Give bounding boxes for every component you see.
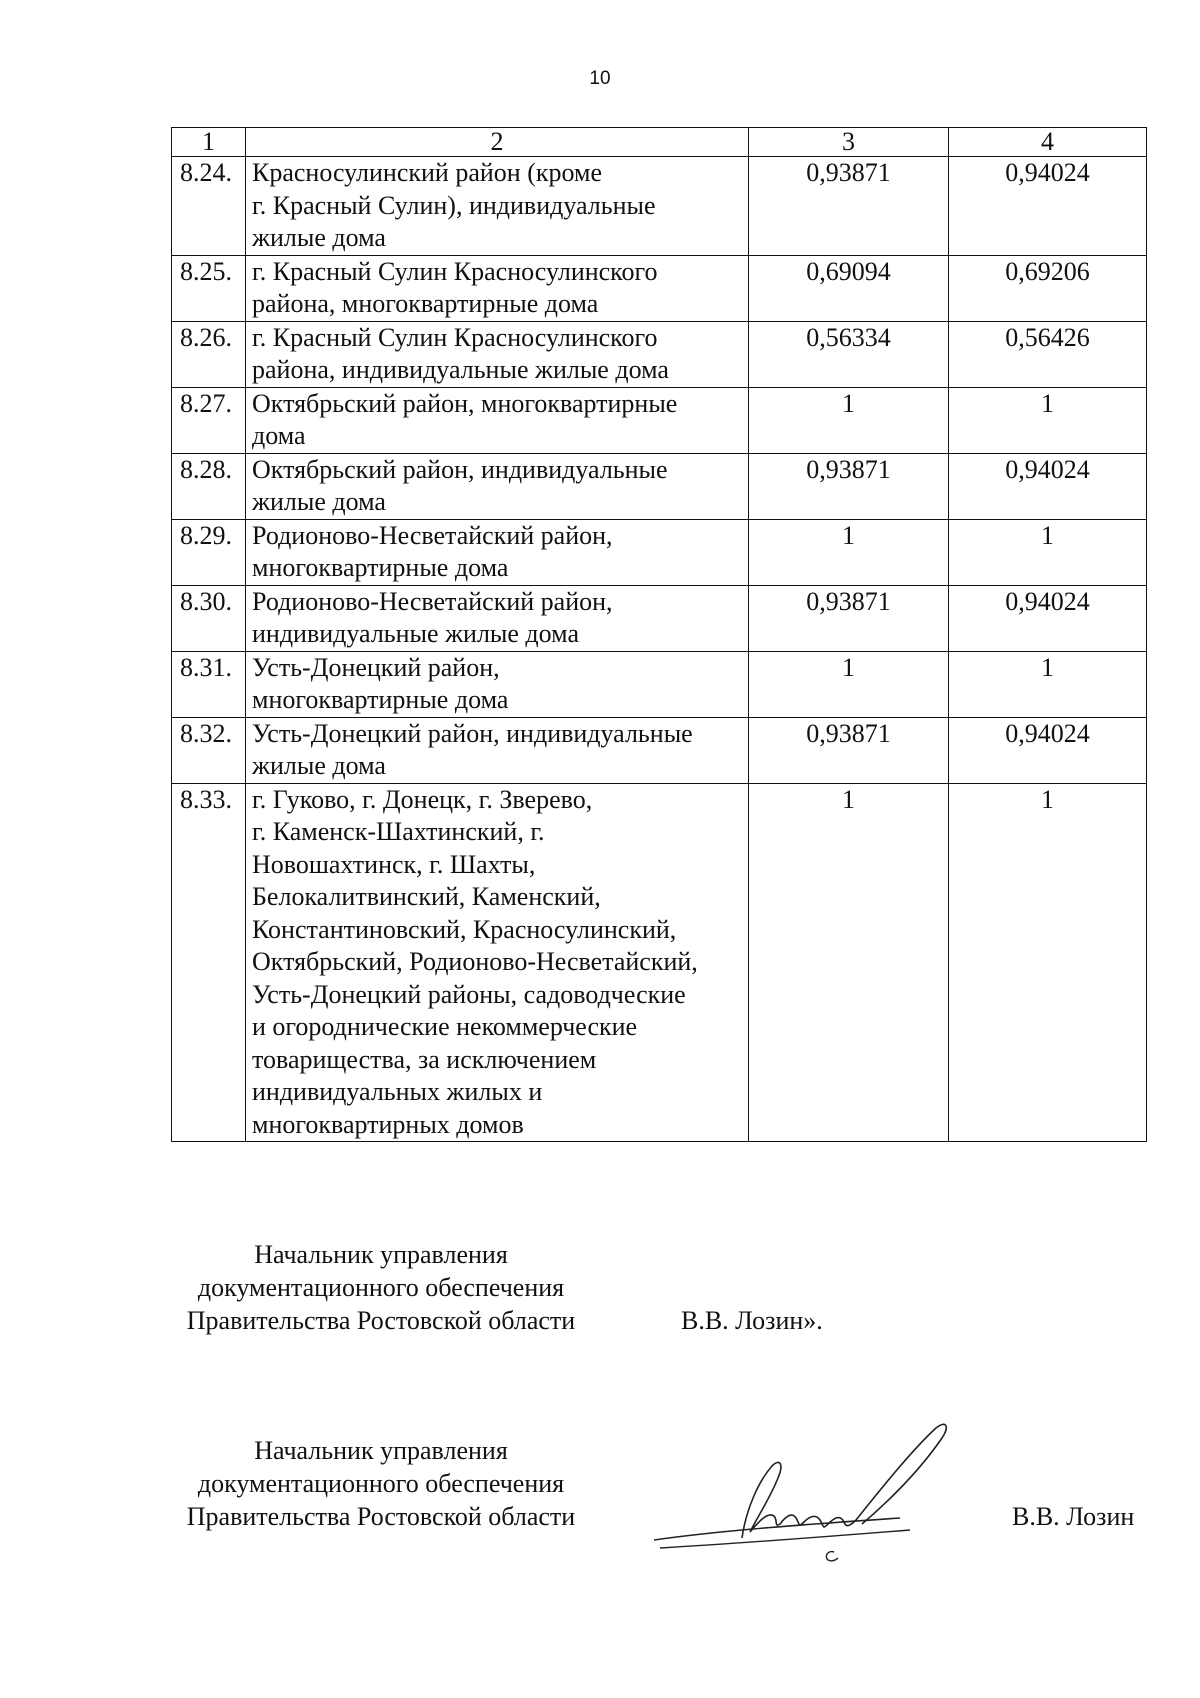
- coefficient-col3: 0,93871: [749, 453, 949, 519]
- row-number: 8.28.: [172, 453, 246, 519]
- position-line: документационного обеспечения: [197, 1273, 565, 1302]
- position-title-1: [170, 1238, 592, 1337]
- coefficient-col4: 0,56426: [949, 321, 1147, 387]
- territory-name: Родионово-Несветайский район, многоквартирные дома: [246, 519, 749, 585]
- coefficient-col3: 1: [749, 519, 949, 585]
- territory-name: Красносулинский район (кроме г. Красный Сулин), индивидуальные жилые дома: [246, 157, 749, 256]
- coefficient-col3: 0,93871: [749, 717, 949, 783]
- row-number: 8.30.: [172, 585, 246, 651]
- position-line: Правительства Ростовской области: [186, 1502, 576, 1531]
- table-row: [172, 387, 1147, 453]
- table-row: [172, 519, 1147, 585]
- territory-name: г. Гуково, г. Донецк, г. Зверево, г. Каменск-Шахтинский, г. Новошахтинск, г. Шахты, Белокалитвинский, Каменский, Константиновский, Красносулинский, Октябрьский, Родионово-Несветайский, Усть-Донецкий районы, садоводческие и огороднические некоммерческие товарищества, за исключением индивидуальных жилых и многоквартирных домов: [246, 783, 749, 1142]
- table-row: [172, 717, 1147, 783]
- coefficient-col3: 1: [749, 387, 949, 453]
- territory-name: г. Красный Сулин Красносулинского района, индивидуальные жилые дома: [246, 321, 749, 387]
- position-line: Начальник управления: [254, 1240, 508, 1269]
- coefficient-col4: 1: [949, 519, 1147, 585]
- coefficient-col4: 0,94024: [949, 157, 1147, 256]
- territory-name: Октябрьский район, индивидуальные жилые дома: [246, 453, 749, 519]
- position-line: Правительства Ростовской области: [186, 1306, 576, 1335]
- row-number: 8.24.: [172, 157, 246, 256]
- column-header: 2: [246, 128, 749, 157]
- row-number: 8.32.: [172, 717, 246, 783]
- table-row: [172, 453, 1147, 519]
- coefficient-col4: 1: [949, 651, 1147, 717]
- column-header: 3: [749, 128, 949, 157]
- coefficient-col4: 1: [949, 783, 1147, 1142]
- position-title-2: [170, 1434, 592, 1533]
- coefficient-col3: 1: [749, 783, 949, 1142]
- position-line: документационного обеспечения: [197, 1469, 565, 1498]
- coefficient-col4: 0,94024: [949, 585, 1147, 651]
- territory-name: г. Красный Сулин Красносулинского района, многоквартирные дома: [246, 255, 749, 321]
- table-row: [172, 255, 1147, 321]
- table-row: [172, 585, 1147, 651]
- coefficient-col4: 0,94024: [949, 453, 1147, 519]
- row-number: 8.25.: [172, 255, 246, 321]
- signer-name-1: В.В. Лозин».: [681, 1306, 823, 1335]
- coefficient-col4: 0,69206: [949, 255, 1147, 321]
- row-number: 8.29.: [172, 519, 246, 585]
- territory-name: Октябрьский район, многоквартирные дома: [246, 387, 749, 453]
- page-number: 10: [589, 68, 611, 89]
- territory-name: Усть-Донецкий район, многоквартирные дома: [246, 651, 749, 717]
- row-number: 8.31.: [172, 651, 246, 717]
- position-line: Начальник управления: [254, 1436, 508, 1465]
- row-number: 8.26.: [172, 321, 246, 387]
- table-row: [172, 321, 1147, 387]
- coefficient-col4: 1: [949, 387, 1147, 453]
- signer-name-2: В.В. Лозин: [1012, 1502, 1135, 1531]
- table-row: [172, 651, 1147, 717]
- territory-name: Усть-Донецкий район, индивидуальные жилые дома: [246, 717, 749, 783]
- coefficient-col3: 1: [749, 651, 949, 717]
- table-header-row: [172, 128, 1147, 157]
- territory-name: Родионово-Несветайский район, индивидуальные жилые дома: [246, 585, 749, 651]
- table-row: [172, 783, 1147, 1142]
- coefficient-col4: 0,94024: [949, 717, 1147, 783]
- coefficient-col3: 0,93871: [749, 585, 949, 651]
- coefficient-col3: 0,69094: [749, 255, 949, 321]
- row-number: 8.27.: [172, 387, 246, 453]
- handwritten-signature: [650, 1420, 980, 1570]
- column-header: 4: [949, 128, 1147, 157]
- row-number: 8.33.: [172, 783, 246, 1142]
- coefficients-table: [171, 127, 1147, 1142]
- coefficient-col3: 0,93871: [749, 157, 949, 256]
- coefficient-col3: 0,56334: [749, 321, 949, 387]
- table-row: [172, 157, 1147, 256]
- column-header: 1: [172, 128, 246, 157]
